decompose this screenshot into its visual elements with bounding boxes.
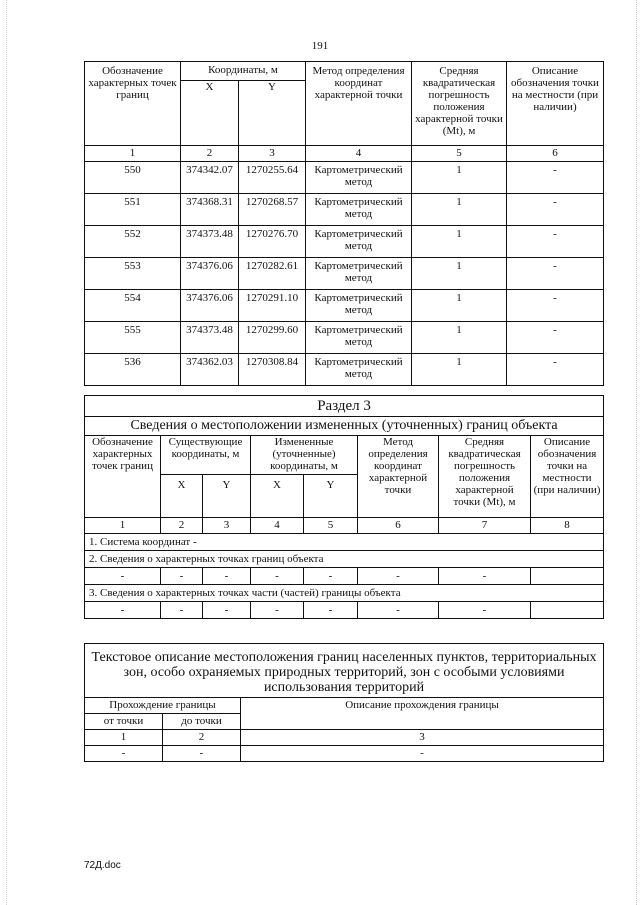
document-filename: 72Д.doc	[84, 860, 121, 871]
table-row	[85, 226, 604, 258]
col-num-3: 3	[239, 146, 306, 162]
header-method: Метод определения координат характерной точки	[358, 436, 439, 518]
point-id: 550	[85, 162, 181, 194]
page-number: 191	[311, 40, 329, 52]
method: Картометрический метод	[306, 354, 412, 386]
mt: 1	[412, 354, 507, 386]
empty-cell: -	[161, 568, 203, 585]
empty-cell: -	[251, 568, 304, 585]
empty-cell: -	[251, 602, 304, 619]
header-point-designation: Обозначение характерных точек границ	[85, 436, 161, 518]
header-boundary-passage: Прохождение границы	[85, 698, 241, 714]
text-description-title: Текстовое описание местоположения границ населенных пунктов, территориальных зон, особо охраняемых природных территорий, зон с особыми условиями использования территорий	[85, 644, 604, 698]
coordinates-table	[84, 61, 604, 386]
point-description: -	[507, 162, 604, 194]
header-y: Y	[239, 80, 306, 145]
empty-cell: -	[304, 568, 358, 585]
boundary-parts-line: 3. Сведения о характерных точках части (частей) границы объекта	[85, 585, 604, 602]
coord-x: 374373.48	[181, 322, 239, 354]
method: Картометрический метод	[306, 258, 412, 290]
empty-cell: -	[85, 602, 161, 619]
col-num-4: 4	[306, 146, 412, 162]
empty-cell: -	[304, 602, 358, 619]
scan-edge-left	[6, 0, 8, 905]
section-title: Раздел 3	[85, 396, 604, 417]
empty-cell: -	[241, 746, 604, 762]
empty-cell	[531, 568, 604, 585]
header-from-point: от точки	[85, 714, 163, 730]
coord-x: 374373.48	[181, 226, 239, 258]
coord-y: 1270308.84	[239, 354, 306, 386]
table-row	[85, 194, 604, 226]
mt: 1	[412, 226, 507, 258]
point-description: -	[507, 226, 604, 258]
header-point-designation: Обозначение характерных точек границ	[85, 62, 181, 146]
table-row	[85, 354, 604, 386]
column-number-row	[85, 146, 604, 162]
col-num-2: 2	[181, 146, 239, 162]
table-row	[85, 602, 604, 619]
mt: 1	[412, 258, 507, 290]
empty-cell: -	[439, 602, 531, 619]
point-description: -	[507, 194, 604, 226]
mt: 1	[412, 194, 507, 226]
point-id: 554	[85, 290, 181, 322]
method: Картометрический метод	[306, 162, 412, 194]
scan-edge-right	[635, 0, 637, 905]
method: Картометрический метод	[306, 290, 412, 322]
empty-cell: -	[358, 568, 439, 585]
header-x: X	[181, 80, 239, 145]
empty-cell: -	[85, 568, 161, 585]
col-num-8: 8	[531, 518, 604, 534]
header-method: Метод определения координат характерной точки	[306, 62, 412, 146]
section-subtitle: Сведения о местоположении измененных (уточненных) границ объекта	[85, 417, 604, 436]
text-description-table	[84, 643, 604, 762]
point-description: -	[507, 258, 604, 290]
col-num-2: 2	[161, 518, 203, 534]
point-id: 553	[85, 258, 181, 290]
empty-cell: -	[358, 602, 439, 619]
table-header-row	[85, 62, 604, 81]
table-row	[85, 322, 604, 354]
mt: 1	[412, 162, 507, 194]
empty-cell: -	[163, 746, 241, 762]
header-changed-coordinates: Измененные (уточненные) координаты, м	[251, 436, 358, 475]
header-existing-x: X	[161, 475, 203, 518]
empty-cell: -	[203, 602, 251, 619]
coord-y: 1270276.70	[239, 226, 306, 258]
coord-y: 1270255.64	[239, 162, 306, 194]
mt: 1	[412, 290, 507, 322]
header-description: Описание обозначения точки на местности (при наличии)	[531, 436, 604, 518]
coord-y: 1270299.60	[239, 322, 306, 354]
empty-cell: -	[85, 746, 163, 762]
header-coordinates: Координаты, м	[181, 62, 306, 81]
point-description: -	[507, 290, 604, 322]
method: Картометрический метод	[306, 194, 412, 226]
point-id: 551	[85, 194, 181, 226]
empty-cell: -	[203, 568, 251, 585]
point-id: 555	[85, 322, 181, 354]
header-passage-description: Описание прохождения границы	[241, 698, 604, 730]
header-description: Описание обозначения точки на местности (при наличии)	[507, 62, 604, 146]
col-num-5: 5	[412, 146, 507, 162]
point-id: 552	[85, 226, 181, 258]
coord-y: 1270291.10	[239, 290, 306, 322]
table-row	[85, 258, 604, 290]
col-num-4: 4	[251, 518, 304, 534]
point-id: 536	[85, 354, 181, 386]
point-description: -	[507, 354, 604, 386]
empty-cell: -	[161, 602, 203, 619]
method: Картометрический метод	[306, 322, 412, 354]
point-description: -	[507, 322, 604, 354]
col-num-7: 7	[439, 518, 531, 534]
coord-x: 374368.31	[181, 194, 239, 226]
col-num-5: 5	[304, 518, 358, 534]
header-error: Средняя квадратическая погрешность положения характерной точки (Mt), м	[412, 62, 507, 146]
boundary-points-line: 2. Сведения о характерных точках границ объекта	[85, 551, 604, 568]
header-existing-coordinates: Существующие координаты, м	[161, 436, 251, 475]
mt: 1	[412, 322, 507, 354]
coord-y: 1270268.57	[239, 194, 306, 226]
col-num-3: 3	[241, 730, 604, 746]
col-num-2: 2	[163, 730, 241, 746]
table-row	[85, 162, 604, 194]
header-error: Средняя квадратическая погрешность положения характерной точки (Mt), м	[439, 436, 531, 518]
coord-x: 374362.03	[181, 354, 239, 386]
coordinate-system-line: 1. Система координат -	[85, 534, 604, 551]
col-num-1: 1	[85, 518, 161, 534]
header-changed-y: Y	[304, 475, 358, 518]
coord-x: 374376.06	[181, 290, 239, 322]
col-num-3: 3	[203, 518, 251, 534]
header-changed-x: X	[251, 475, 304, 518]
column-number-row	[85, 730, 604, 746]
coord-y: 1270282.61	[239, 258, 306, 290]
coord-x: 374342.07	[181, 162, 239, 194]
col-num-1: 1	[85, 730, 163, 746]
table-row	[85, 568, 604, 585]
empty-cell	[531, 602, 604, 619]
empty-cell: -	[439, 568, 531, 585]
changed-boundaries-table	[84, 395, 604, 619]
col-num-1: 1	[85, 146, 181, 162]
header-to-point: до точки	[163, 714, 241, 730]
column-number-row	[85, 518, 604, 534]
header-existing-y: Y	[203, 475, 251, 518]
col-num-6: 6	[358, 518, 439, 534]
coord-x: 374376.06	[181, 258, 239, 290]
col-num-6: 6	[507, 146, 604, 162]
table-row	[85, 746, 604, 762]
table-row	[85, 290, 604, 322]
method: Картометрический метод	[306, 226, 412, 258]
